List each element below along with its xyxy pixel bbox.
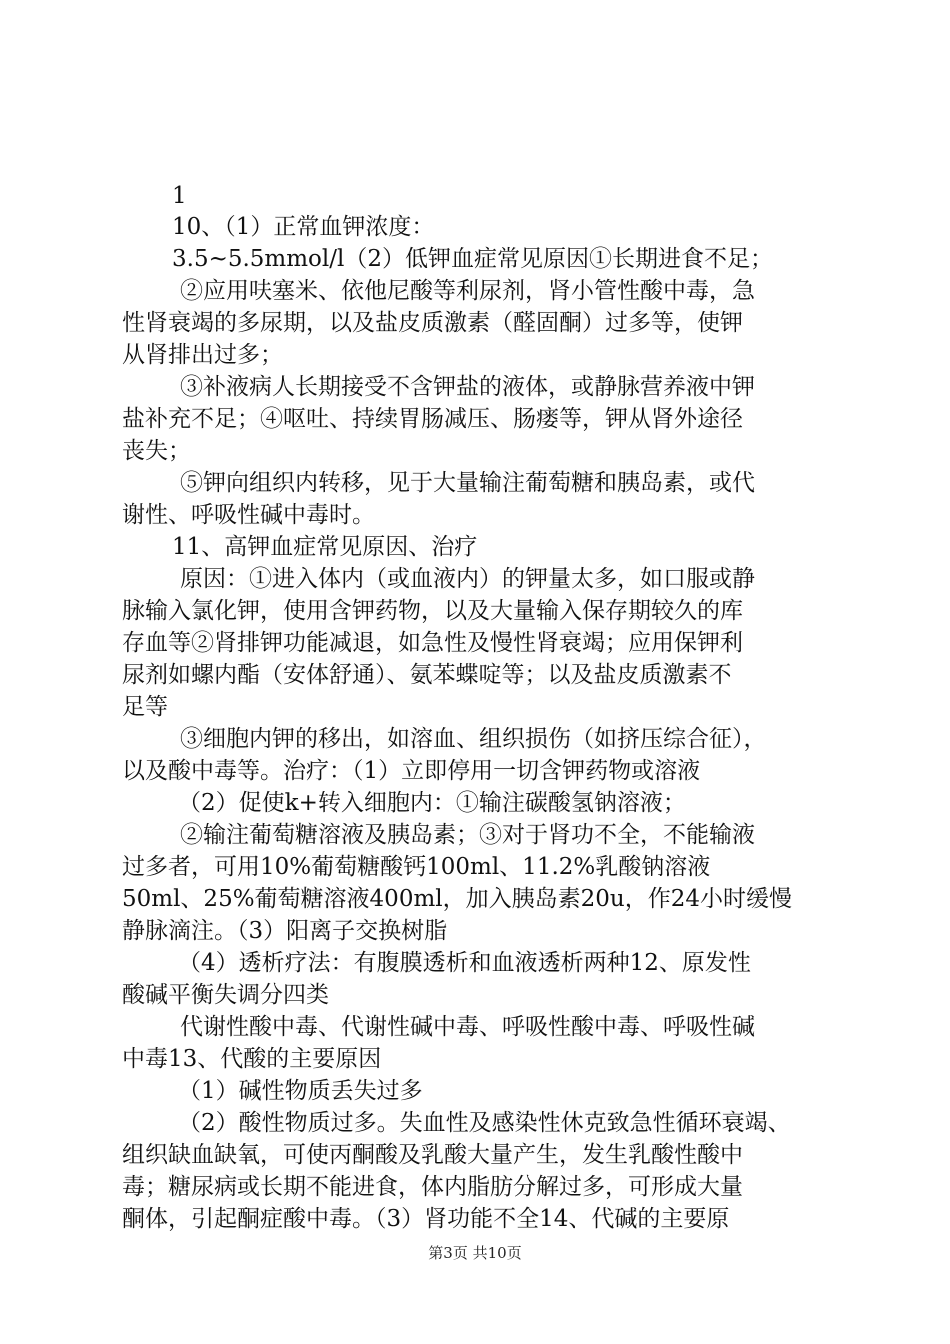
- text-line: ③补液病人长期接受不含钾盐的液体，或静脉营养液中钾: [180, 374, 755, 400]
- text-line: 毒；糖尿病或长期不能进食，体内脂肪分解过多，可形成大量: [122, 1174, 743, 1200]
- text-line: 脉输入氯化钾，使用含钾药物，以及大量输入保存期较久的库: [122, 598, 743, 624]
- text-line: 酸碱平衡失调分四类: [122, 982, 329, 1008]
- text-line: （4）透析疗法：有腹膜透析和血液透析两种12、原发性: [178, 950, 751, 976]
- text-line: 过多者，可用10%葡萄糖酸钙100ml、11.2%乳酸钠溶液: [122, 854, 711, 880]
- text-line: 代谢性酸中毒、代谢性碱中毒、呼吸性酸中毒、呼吸性碱: [180, 1014, 755, 1040]
- text-line: ②应用呋塞米、依他尼酸等利尿剂，肾小管性酸中毒，急: [180, 278, 755, 304]
- text-line: 以及酸中毒等。治疗：（1）立即停用一切含钾药物或溶液: [122, 758, 701, 784]
- text-line: 尿剂如螺内酯（安体舒通）、氨苯蝶啶等；以及盐皮质激素不: [122, 662, 732, 688]
- text-line: ⑤钾向组织内转移，见于大量输注葡萄糖和胰岛素，或代: [180, 470, 755, 496]
- text-line: （2）促使k+转入细胞内：①输注碳酸氢钠溶液；: [178, 790, 686, 816]
- text-line: 谢性、呼吸性碱中毒时。: [122, 502, 375, 528]
- text-line: 从肾排出过多；: [122, 342, 283, 368]
- text-line: ③细胞内钾的移出，如溶血、组织损伤（如挤压综合征），: [180, 726, 767, 752]
- text-line: 50ml、25%葡萄糖溶液400ml，加入胰岛素20u，作24小时缓慢: [122, 886, 792, 912]
- text-line: 足等: [122, 694, 168, 720]
- text-line: 性肾衰竭的多尿期，以及盐皮质激素（醛固酮）过多等，使钾: [122, 310, 743, 336]
- text-line: （1）碱性物质丢失过多: [178, 1078, 423, 1104]
- text-line: 11、高钾血症常见原因、治疗: [172, 534, 478, 560]
- text-line: ②输注葡萄糖溶液及胰岛素；③对于肾功不全，不能输液: [180, 822, 755, 848]
- text-line: 静脉滴注。（3）阳离子交换树脂: [122, 918, 448, 944]
- text-line: 酮体，引起酮症酸中毒。（3）肾功能不全14、代碱的主要原: [122, 1206, 730, 1232]
- text-line: （2）酸性物质过多。失血性及感染性休克致急性循环衰竭、: [178, 1110, 791, 1136]
- text-line: 盐补充不足；④呕吐、持续胃肠减压、肠瘘等，钾从肾外途径: [122, 406, 743, 432]
- text-line: 1: [172, 183, 187, 209]
- text-line: 原因：①进入体内（或血液内）的钾量太多，如口服或静: [180, 566, 755, 592]
- text-line: 组织缺血缺氧，可使丙酮酸及乳酸大量产生，发生乳酸性酸中: [122, 1142, 743, 1168]
- page-number-footer: 第3页 共10页: [428, 1244, 522, 1262]
- text-line: 存血等②肾排钾功能减退，如急性及慢性肾衰竭；应用保钾利: [122, 630, 743, 656]
- text-line: 10、（1）正常血钾浓度：: [172, 214, 435, 240]
- text-line: 丧失；: [122, 438, 191, 464]
- text-line: 3.5~5.5mmol/l（2）低钾血症常见原因①长期进食不足；: [172, 246, 773, 272]
- text-line: 中毒13、代酸的主要原因: [122, 1046, 382, 1072]
